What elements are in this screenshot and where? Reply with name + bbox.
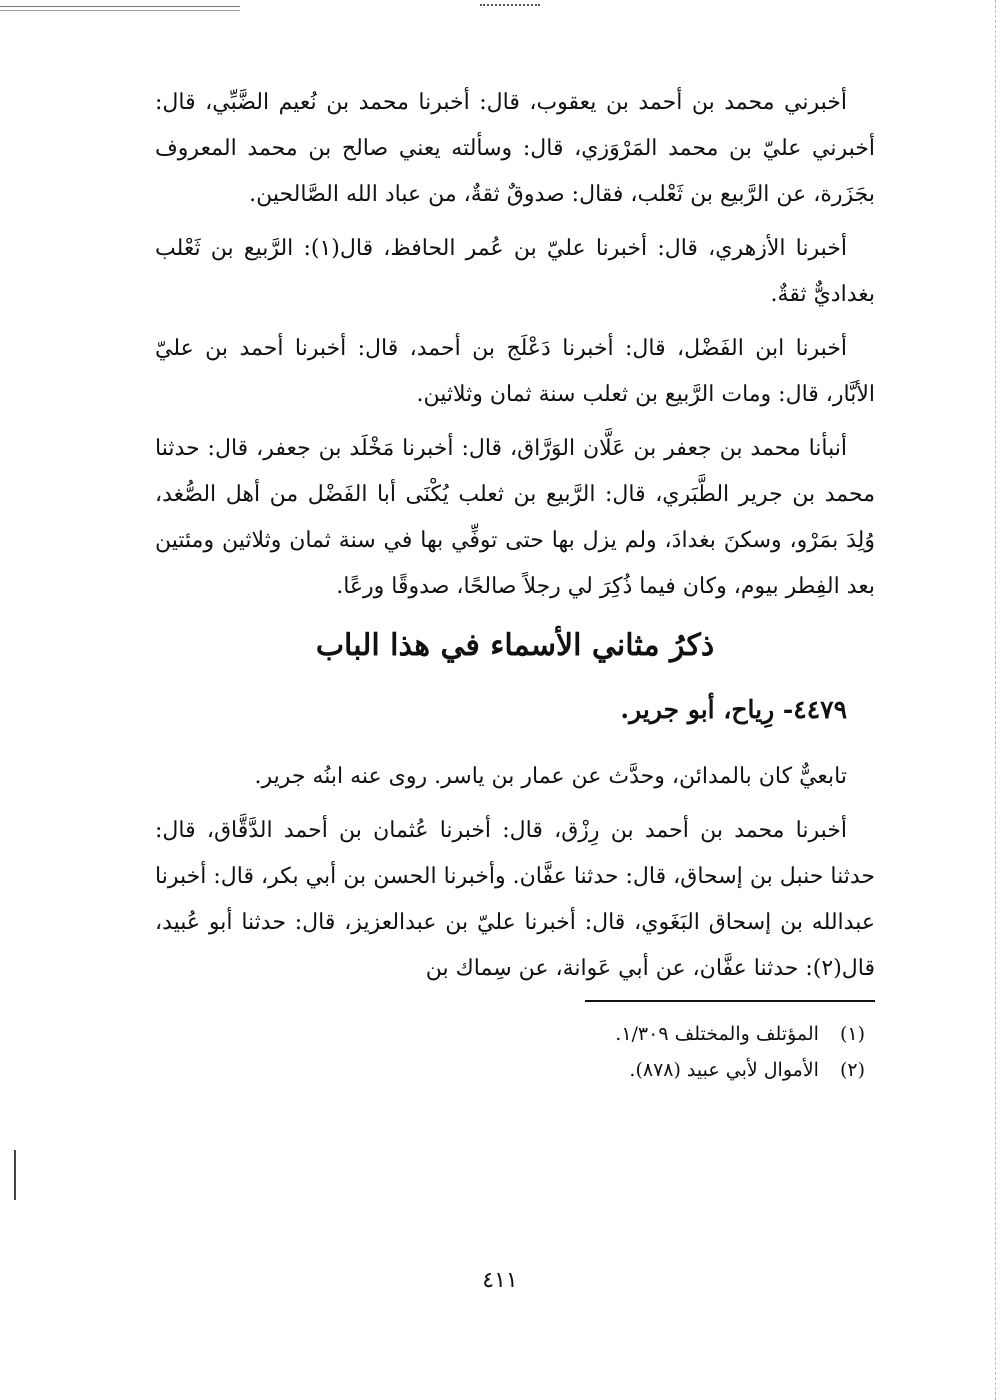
footnote-text: الأموال لأبي عبيد (٨٧٨).: [629, 1059, 819, 1081]
paragraph: أخبرني محمد بن أحمد بن يعقوب، قال: أخبرنا محمد بن نُعيم الضَّبِّي، قال: أخبرني عليّ بن محمد المَرْوَزي، قال: وسألته يعني صالح بن محمد المعروف بجَزَرة، عن الرَّبيع بن ثَعْلب، فقال: صدوقٌ ثقةٌ، من عباد الله الصَّالحين.: [155, 90, 875, 207]
paragraph: أخبرنا ابن الفَضْل، قال: أخبرنا دَعْلَج بن أحمد، قال: أخبرنا أحمد بن عليّ الأبَّار، قال: ومات الرَّبيع بن ثعلب سنة ثمان وثلاثين.: [155, 336, 875, 407]
section-heading: ذكرُ مثاني الأسماء في هذا الباب: [315, 628, 715, 663]
scan-edge-line: [0, 10, 240, 11]
paragraph: أنبأنا محمد بن جعفر بن عَلَّان الوَرَّاق، قال: أخبرنا مَخْلَد بن جعفر، قال: حدثنا محمد بن جرير الطَّبَري، قال: الرَّبيع بن ثعلب يُكْنَى أبا الفَضْل من أهل الصُّغد، وُلِدَ بمَرْو، وسكنَ بغدادَ، ولم يزل بها حتى توفِّي بها في سنة ثمان وثلاثين ومئتين بعد الفِطر بيوم، وكان فيما ذُكِرَ لي رجلاً صالحًا، صدوقًا ورعًا.: [155, 436, 875, 599]
footnote-number: (١): [839, 1023, 865, 1045]
footnote-number: (٢): [839, 1059, 865, 1081]
paragraph: تابعيٌّ كان بالمدائن، وحدَّث عن عمار بن ياسر. روى عنه ابنُه جرير.: [254, 764, 847, 789]
paragraph: أخبرنا محمد بن أحمد بن رِزْق، قال: أخبرنا عُثمان بن أحمد الدَّقَّاق، قال: حدثنا حنبل بن إسحاق، قال: حدثنا عفَّان. وأخبرنا الحسن بن أبي بكر، قال: أخبرنا عبدالله بن إسحاق البَغَوي، قال: أخبرنا عليّ بن عبدالعزيز، قال: حدثنا أبو عُبيد، قال(٢): حدثنا عفَّان، عن أبي عَوانة، عن سِماك بن: [155, 818, 875, 981]
footnote-separator: [585, 1000, 875, 1002]
scan-left-edge: [14, 1150, 16, 1200]
scan-top-mark: [480, 0, 540, 6]
entry-title: ٤٤٧٩- رِياح، أبو جرير.: [620, 695, 847, 724]
footnote-text: المؤتلف والمختلف ١/٣٠٩.: [615, 1023, 819, 1045]
scan-right-edge: [994, 0, 996, 1400]
footnote: [155, 1016, 875, 1052]
page-body: [155, 80, 875, 1088]
page-number: ٤١١: [482, 1268, 518, 1293]
paragraph: أخبرنا الأزهري، قال: أخبرنا عليّ بن عُمر الحافظ، قال(١): الرَّبيع بن ثَعْلب بغداديٌّ ثقةٌ.: [155, 236, 875, 307]
scan-edge-line: [0, 6, 240, 7]
footnote: [155, 1052, 875, 1088]
